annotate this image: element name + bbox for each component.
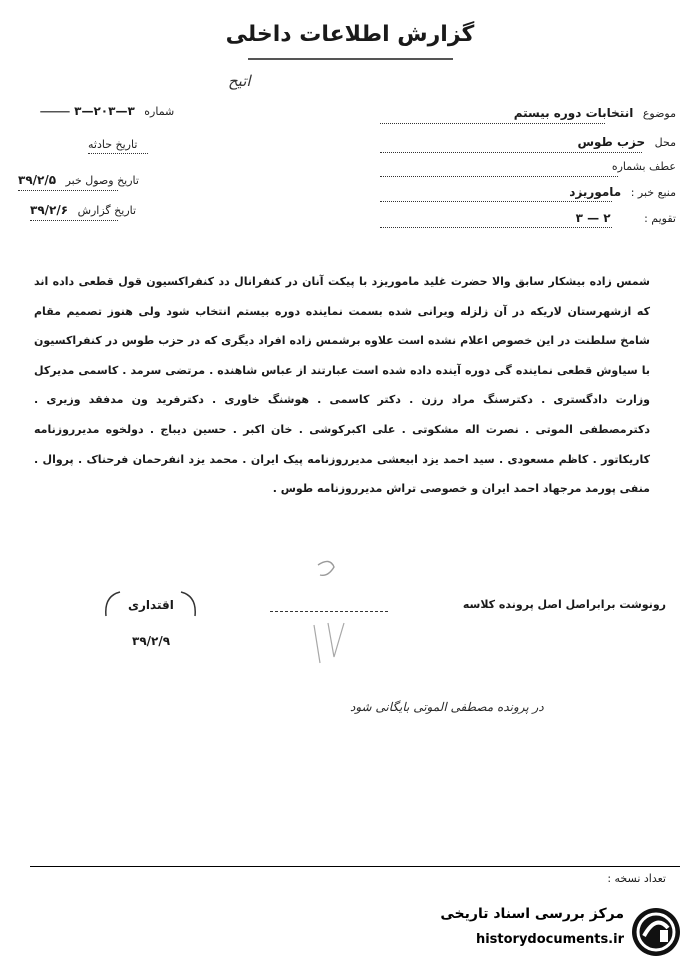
- assessment-label: تقویم :: [644, 212, 676, 225]
- source-label: منبع خبر :: [630, 186, 676, 199]
- report-body: شمس زاده بیشکار سابق والا حضرت غلید ماموریزد با پیکت آنان در کنفرانال دد کنفراکسیون قول قطعی داده اند که ازشهرستان لاریکه در آن زلزله ویرانی شده بسمت نماینده دوره بیستم انتخاب شود ولی هنوز تصمیم مقام شامخ سلطنت در این خصوص اعلام نشده است علاوه برشمس زاده افراد دیگری که در حزب طوس در کنفراکسیون با سیاوش قطعی نماینده گی دوره آینده داده شده است عبارتند از عباس شاهنده . مرتضی سرمد . کاسمی مدیرکل وزارت دادگستری . دکترسنگ مراد رزن . دکتر کاسمی . هوشنگ خاوری . دکترفرید ون مدفقد وزیری . دکترمصطفی الموتی . نصرت اله مشکوتی . علی اکبرکوشی . خان اکبر . حسین دیباج . دولخوه مدیرروزنامه کاریکاتور . کاظم مسعودی . سید احمد یزد ابیعشی مدیرروزنامه پیک ایران . محمد یزد انفرحمان فرحناک . پروال . منفی پورمد مرجهاد احمد ایران و خصوصی تراش مدیرروزنامه طوس .: [34, 275, 650, 496]
- report-date-label: تاریخ گزارش: [77, 204, 137, 217]
- number-value: ۳—۲۰۳—۳ ⸻: [40, 104, 135, 118]
- event-date-field: [88, 138, 137, 151]
- event-date-label: تاریخ حادثه: [88, 138, 138, 151]
- location-field: [577, 135, 676, 149]
- report-date-dots: [30, 220, 118, 221]
- archive-logo-icon: [630, 906, 682, 958]
- assessment-field: [576, 211, 676, 225]
- subject-field: [514, 106, 676, 120]
- receipt-date-label: تاریخ وصول خبر: [65, 174, 139, 187]
- watermark: [416, 904, 686, 960]
- receipt-date-field: [18, 173, 139, 187]
- title-underline: [248, 58, 453, 60]
- receipt-date-dots: [18, 190, 118, 191]
- watermark-text: مرکز بررسی اسناد تاریخی: [440, 906, 624, 922]
- source-dots: [380, 201, 612, 202]
- report-date-value: ۳۹/۲/۶: [30, 203, 69, 217]
- stamp-label: اقتداری: [128, 598, 174, 612]
- location-value: حزب طوس: [577, 135, 646, 149]
- assessment-dots: [380, 227, 612, 228]
- pencil-mark: [300, 545, 370, 675]
- assessment-value: ۲ — ۳: [575, 211, 611, 225]
- closing-dots: [270, 611, 388, 612]
- source-field: [569, 185, 676, 199]
- handwritten-note: در پرونده مصطفی الموتی بایگانی شود: [350, 700, 544, 714]
- subject-dots: [380, 123, 605, 124]
- urgent-mark: اتیح: [228, 72, 251, 90]
- source-value: ماموریزد: [569, 185, 622, 199]
- closing-text: رونوشت برابراصل اصل پرونده کلاسه: [462, 598, 666, 611]
- reference-label: عطف بشماره: [611, 160, 676, 173]
- subject-value: انتخابات دوره بیستم: [513, 106, 634, 120]
- event-date-dots: [88, 153, 148, 154]
- bottom-divider: [30, 866, 680, 867]
- location-dots: [380, 152, 642, 153]
- reference-field: [612, 160, 676, 173]
- stamp-date: ۳۹/۲/۹: [132, 634, 171, 648]
- watermark-url: historydocuments.ir: [475, 932, 624, 947]
- number-field: [40, 102, 174, 119]
- reference-dots: [380, 176, 618, 177]
- location-label: محل: [654, 136, 676, 149]
- report-date-field: [30, 203, 136, 217]
- number-label: شماره: [144, 105, 175, 118]
- copies-label: تعداد نسخه :: [607, 872, 666, 885]
- closing-line: [463, 598, 666, 611]
- receipt-date-value: ۳۹/۲/۵: [18, 173, 57, 187]
- page-title: گزارش اطلاعات داخلی: [225, 22, 475, 47]
- subject-label: موضوع: [642, 107, 676, 120]
